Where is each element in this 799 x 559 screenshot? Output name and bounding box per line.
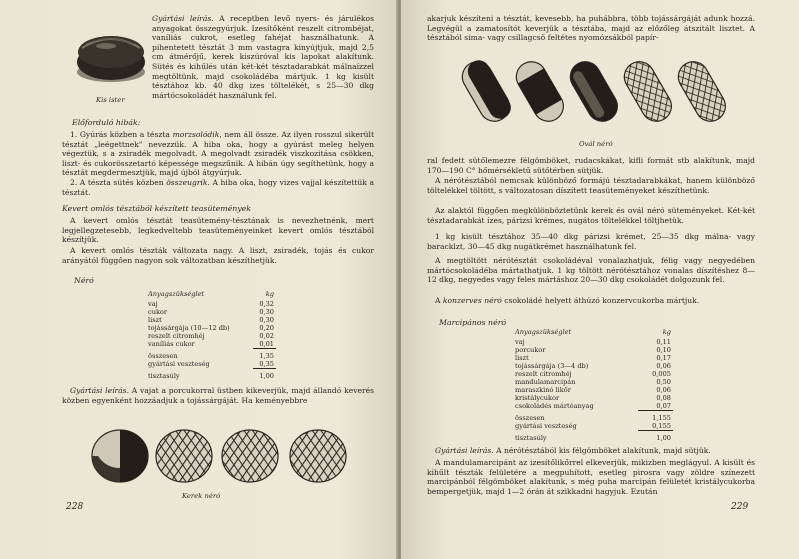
ingredients-header-right: Anyagszükséglet xyxy=(515,328,572,336)
fault-1 xyxy=(62,130,374,178)
right-para-6 xyxy=(427,296,755,306)
unit-header: kg xyxy=(265,290,274,298)
right-para-2: A nérótésztából nemcsak különböző formájú tésztadarabkákat, hanem különböző töltelékkel töltött, s változatosan díszített teasüteményeket készíthetünk. xyxy=(427,176,755,195)
production-paragraph-right-2: A mandulamarcipánt az izesítőlikőrrel elkeverjük, mikizben meglágyul. A kisült és kihűlt tészták felületére a megpuhított, esetleg pirosra vagy zöldre színezett marcipánból félgömböket alakítunk, s még puha marcipán felületét kristálycukorba bempergetjük, majd 1—2 órán át szikkadni hagyjuk. Ezután xyxy=(427,458,755,496)
page-number-left: 228 xyxy=(66,502,84,512)
oval-nero-illustration xyxy=(457,52,747,132)
intro-italic: Gyártási leírás. xyxy=(152,14,214,23)
left-page xyxy=(0,0,398,559)
kis-ister-caption: Kis ister xyxy=(96,96,125,104)
right-para-3: Az alaktól függően megkülönböztetünk kerek és ovál néró süteményeket. Két-két tésztadarabkát ízes, párizsi krémes, nugátos töltelékkel töltjhetük. xyxy=(427,206,755,225)
ingredient-row: liszt 0,17 xyxy=(515,354,671,362)
production-text-right: A nérótésztából kis félgömböket alakítunk, majd sütjük. xyxy=(496,446,711,455)
kis-ister-illustration xyxy=(70,22,152,92)
unit-header-right: kg xyxy=(662,328,671,336)
production-paragraph-left xyxy=(62,386,374,405)
right-para-4: 1 kg kisült tésztához 35—40 dkg párizsi krémet, 25—35 dkg málna- vagy baracklzt, 30—45 dkg nugátkrémet használhatunk fel. xyxy=(427,232,755,251)
ingredient-row: porcukor 0,10 xyxy=(515,346,671,354)
ingredient-row: cukor 0,30 xyxy=(148,308,274,316)
oval-nero-caption: Ovál néró xyxy=(579,140,613,148)
section-heading: Kevert omlós tésztából készített teasütemények xyxy=(62,204,252,213)
loss-row: gyártási veszteség 0,35 xyxy=(148,360,274,369)
right-page xyxy=(401,0,799,559)
ingredient-row: tojássárgája (3—4 db) 0,06 xyxy=(515,362,671,370)
para-6-italic: konzerves néró xyxy=(442,296,502,305)
ingredients-header: Anyagszükséglet xyxy=(148,290,205,298)
intro-paragraph xyxy=(152,14,374,100)
fault-1-start: 1. Gyúrás közben a tészta xyxy=(70,130,173,139)
fault-1-italic: morzsolódik xyxy=(172,130,220,139)
right-para-5: A megtöltött nérótésztát csokoládéval vonalazhatjuk, félig vagy negyedében mártócsokoládéba mártathatjuk. 1 kg töltött nérótésztához vonalas díszítéshez 8—12 dkg, negyedes vagy feles mártáshoz 20—30 dkg csokoládét dolgozunk fel. xyxy=(427,256,755,285)
fault-2 xyxy=(62,178,374,197)
ingredient-row: reszelt citromhéj 0,02 xyxy=(148,332,274,340)
ingredient-row: mandulamarcipán 0,50 xyxy=(515,378,671,386)
top-paragraph: akarjuk készíteni a tésztát, kevesebb, ha puhábbra, több tojássárgáját adunk hozzá. Legvégül a zamatosítót keverjük a tésztába, majd az előzőleg átszitált lisztet. A tésztából sima- vagy csillagcső feltétes nyomózsákból papír- xyxy=(427,14,755,43)
ingredient-row: vaníliás cukor 0,01 xyxy=(148,340,274,349)
page-number-right: 229 xyxy=(731,502,749,512)
ingredient-row: maraszkinó likőr 0,06 xyxy=(515,386,671,394)
production-italic: Gyártási leírás. xyxy=(70,386,129,395)
ingredient-row: vaj 0,32 xyxy=(148,300,274,308)
ingredient-row: vaj 0,11 xyxy=(515,338,671,346)
right-para-1: ral fedett sütőlemezre félgömböket, rudacskákat, kifli formát stb alakítunk, majd 170—190 C° hőmérsékletű sütőtérben sütjük. xyxy=(427,156,755,175)
production-paragraph-right xyxy=(427,446,755,456)
para-6-end: csokoládé helyett áthúzó konzervcukorba mártjuk. xyxy=(501,296,700,305)
recipe-heading-marcipanos: Marcipános néró xyxy=(439,318,507,327)
net-row: tisztasúly 1,00 xyxy=(515,433,671,442)
para-6-start: A xyxy=(435,296,443,305)
kerek-nero-caption: Kerek néró xyxy=(182,492,221,500)
production-text: A vajat a porcukorral üstben kikeverjük, majd állandó keverés közben egyenként hozzáadjuk a tojássárgáját. Ha keményebbre xyxy=(62,386,374,405)
faults-heading: Előforduló hibák: xyxy=(72,118,141,127)
loss-row: gyártási veszteség 0,155 xyxy=(515,422,671,431)
fault-2-start: 2. A tészta sütés közben xyxy=(70,178,167,187)
total-row: összesen 1,155 xyxy=(515,413,671,422)
ingredient-row: reszelt citromhéj 0,005 xyxy=(515,370,671,378)
ingredient-row: csokoládés mártóanyag 0,07 xyxy=(515,402,671,411)
net-row: tisztasúly 1,00 xyxy=(148,371,274,380)
recipe-heading-nero: Néró xyxy=(74,276,94,285)
ingredient-row: kristálycukor 0,08 xyxy=(515,394,671,402)
section-para-1: A kevert omlós tésztát teasütemény-tésztának is nevezhetnénk, mert legjellegzetesebb, legkedveltebb teasüteményeinket kevert omlós tésztából készítjük. xyxy=(62,216,374,245)
fault-1-end: , nem áll össze. Az ilyen rosszul sikerült tésztát „leégettnek" nevezzük. A hiba oka, hogy a gyúrást meleg helyen végeztük, s a zsiradék megolvadt. A megolvadt zsiradék viszkozitása csökken, liszt- és cukorösszetartó képessége megszűnik. A hibán úgy segíthetünk, hogy a tésztát megdermesztjük, majd újból átgyúrjuk. xyxy=(62,130,374,178)
ingredients-table-nero xyxy=(146,290,276,380)
ingredient-row: tojássárgája (10—12 db) 0,20 xyxy=(148,324,274,332)
section-para-2: A kevert omlós tészták változata nagy. A liszt, zsiradék, tojás és cukor arányától függően nagyon sok változatban készíthetjük. xyxy=(62,246,374,265)
total-row: összesen 1,35 xyxy=(148,351,274,360)
kerek-nero-illustration xyxy=(88,416,358,488)
production-italic-right: Gyártási leírás. xyxy=(435,446,494,455)
ingredients-table-marcipanos xyxy=(513,328,673,442)
fault-2-italic: összeugrik xyxy=(166,178,208,187)
ingredient-row: liszt 0,30 xyxy=(148,316,274,324)
fault-2-end: . A hiba oka, hogy vizes vajjal készítettük a tésztát. xyxy=(62,178,375,197)
intro-text: A receptben levő nyers- és járulékos anyagokat összegyúrjuk. Izesítőként reszelt citrombéjat, vaníliás cukrot, esetleg fahéjat használhatunk. A pihentetett tésztát 3 mm vastagra kinyújtjuk, majd 2,5 cm átmérőjű, kerek kiszúróval kis lapokat alakítunk. Sütés és kihűlés után két-két tésztadarabkát málnaízzel megtöltünk, majd csokoládéba mártjuk. 1 kg kisült tésztához kb. 40 dkg izes töltelékét, s 25—30 dkg mártócsokoládét használunk fel. xyxy=(152,14,374,100)
